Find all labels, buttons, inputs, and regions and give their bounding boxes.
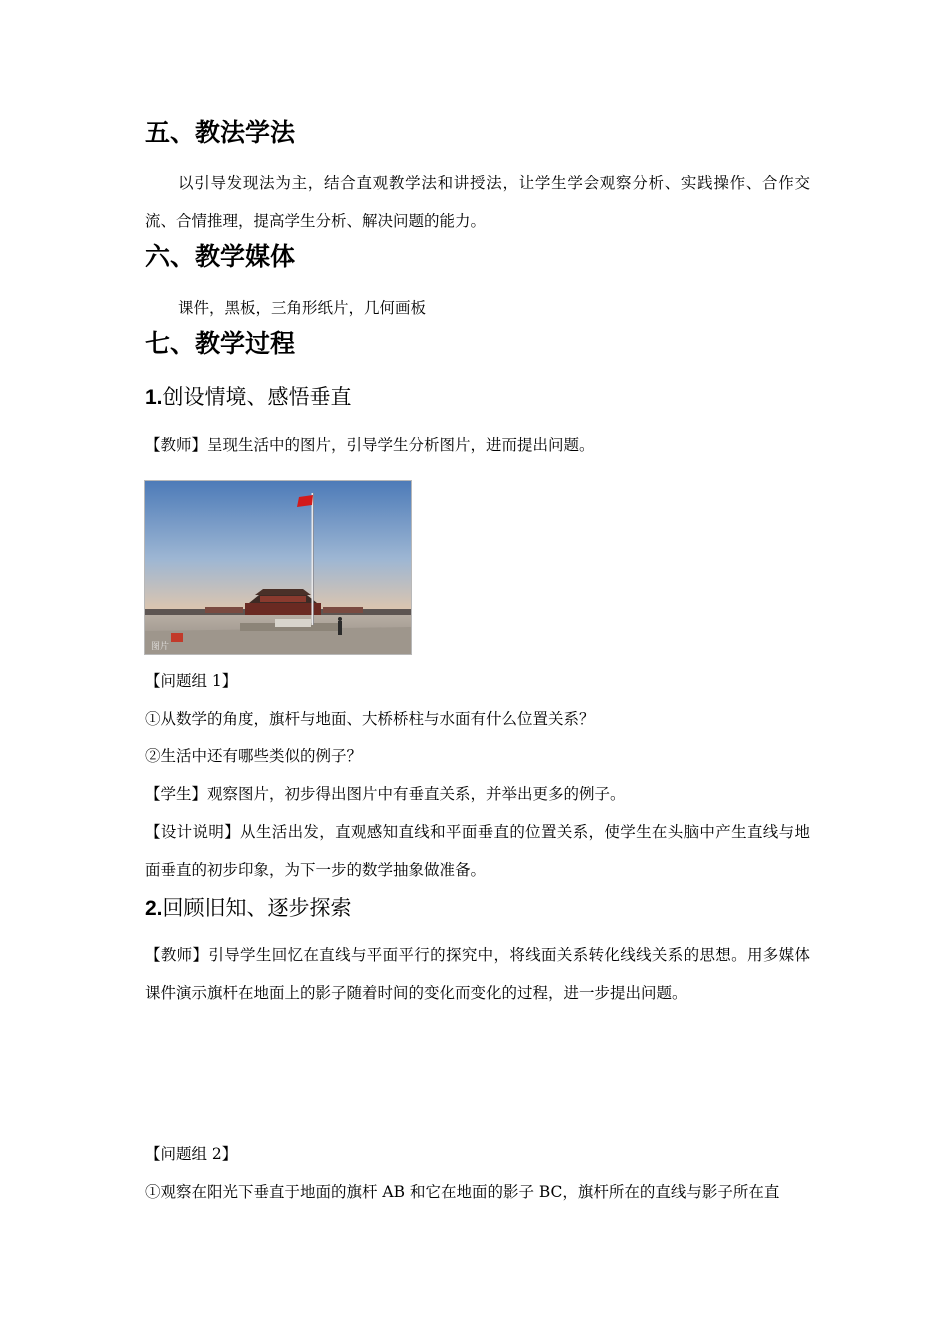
student-paragraph	[145, 775, 810, 813]
question-group-2-label: 【问题组 2】	[145, 1145, 238, 1163]
design-text: 从生活出发，直观感知直线和平面垂直的位置关系，使学生在头脑中产生直线与地面垂直的初步印象，为下一步的数学抽象做准备。	[145, 823, 810, 879]
design-paragraph	[145, 813, 810, 889]
teacher-tag: 【教师】	[145, 946, 209, 964]
question-2-1: ①观察在阳光下垂直于地面的旗杆 AB 和它在地面的影子 BC，旗杆所在的直线与影子所在直	[145, 1183, 780, 1201]
photo-watermark: 图片	[151, 642, 170, 652]
student-text: 观察图片，初步得出图片中有垂直关系，并举出更多的例子。	[207, 785, 626, 803]
section6-body: 课件，黑板，三角形纸片，几何画板	[178, 299, 427, 317]
question-1-2: ②生活中还有哪些类似的例子？	[145, 747, 363, 765]
section5-body: 以引导发现法为主，结合直观教学法和讲授法，让学生学会观察分析、实践操作、合作交流、合情推理，提高学生分析、解决问题的能力。	[145, 174, 810, 230]
step1-teacher-paragraph	[145, 426, 810, 464]
section5-heading: 五、教法学法	[145, 118, 296, 147]
step2-teacher-paragraph	[145, 936, 810, 1012]
step2-title: 回顾旧知、逐步探索	[162, 896, 352, 920]
step1-number: 1.	[145, 386, 163, 409]
teacher-text: 呈现生活中的图片，引导学生分析图片，进而提出问题。	[207, 436, 595, 454]
question-1-1: ①从数学的角度，旗杆与地面、大桥桥柱与水面有什么位置关系？	[145, 710, 595, 728]
section7-heading: 七、教学过程	[145, 329, 296, 358]
design-tag: 【设计说明】	[145, 823, 241, 841]
student-tag: 【学生】	[145, 785, 208, 803]
section6-heading: 六、教学媒体	[145, 242, 296, 271]
step2-heading	[145, 894, 810, 923]
teacher-tag: 【教师】	[145, 436, 208, 454]
step2-number: 2.	[145, 897, 163, 920]
flagpole-photo	[144, 480, 412, 655]
teacher-text: 引导学生回忆在直线与平面平行的探究中，将线面关系转化线线关系的思想。用多媒体课件演示旗杆在地面上的影子随着时间的变化而变化的过程，进一步提出问题。	[145, 946, 810, 1002]
step1-title: 创设情境、感悟垂直	[162, 385, 352, 409]
question-group-1-label: 【问题组 1】	[145, 672, 238, 690]
step1-heading	[145, 383, 810, 412]
